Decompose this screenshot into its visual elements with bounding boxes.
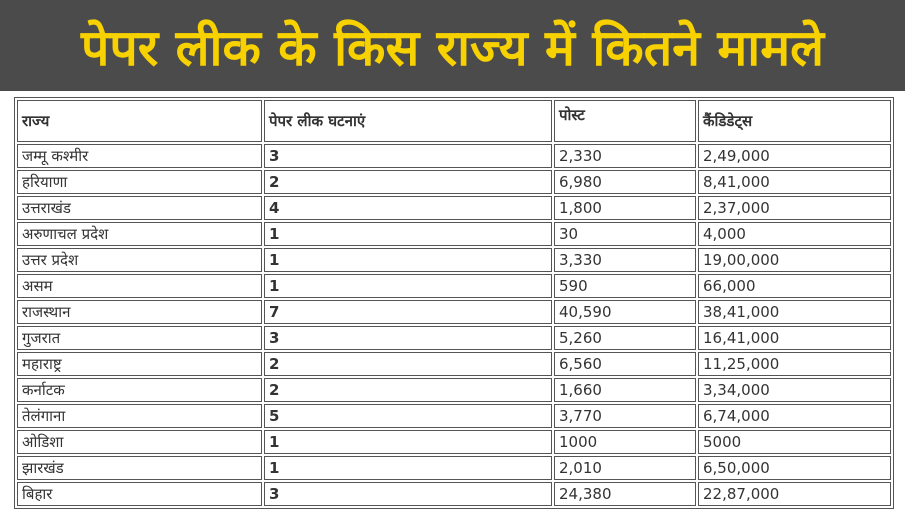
table-row bbox=[17, 326, 891, 350]
cell-incidents: 1 bbox=[264, 456, 552, 480]
cell-posts: 3,770 bbox=[554, 404, 696, 428]
cell-posts: 1,660 bbox=[554, 378, 696, 402]
cell-posts: 1,800 bbox=[554, 196, 696, 220]
cell-candidates: 38,41,000 bbox=[698, 300, 891, 324]
table-row bbox=[17, 404, 891, 428]
cell-state: तेलंगाना bbox=[17, 404, 262, 428]
table-row bbox=[17, 352, 891, 376]
cell-candidates: 2,37,000 bbox=[698, 196, 891, 220]
cell-state: उत्तराखंड bbox=[17, 196, 262, 220]
cell-state: झारखंड bbox=[17, 456, 262, 480]
cell-state: ओडिशा bbox=[17, 430, 262, 454]
cell-candidates: 5000 bbox=[698, 430, 891, 454]
cell-state: कर्नाटक bbox=[17, 378, 262, 402]
header-candidates: कैंडिडेट्स bbox=[698, 100, 891, 142]
cell-incidents: 7 bbox=[264, 300, 552, 324]
cell-incidents: 3 bbox=[264, 482, 552, 506]
cell-incidents: 1 bbox=[264, 222, 552, 246]
cell-state: राजस्थान bbox=[17, 300, 262, 324]
header-incidents: पेपर लीक घटनाएं bbox=[264, 100, 552, 142]
cell-candidates: 6,50,000 bbox=[698, 456, 891, 480]
title-banner bbox=[0, 0, 905, 91]
header-posts: पोस्ट bbox=[554, 100, 696, 142]
cell-posts: 590 bbox=[554, 274, 696, 298]
cell-candidates: 4,000 bbox=[698, 222, 891, 246]
cell-candidates: 6,74,000 bbox=[698, 404, 891, 428]
cell-candidates: 22,87,000 bbox=[698, 482, 891, 506]
cell-posts: 40,590 bbox=[554, 300, 696, 324]
cell-incidents: 1 bbox=[264, 430, 552, 454]
cell-incidents: 2 bbox=[264, 378, 552, 402]
table-row bbox=[17, 222, 891, 246]
table-row bbox=[17, 430, 891, 454]
cell-incidents: 1 bbox=[264, 274, 552, 298]
cell-candidates: 66,000 bbox=[698, 274, 891, 298]
cell-candidates: 16,41,000 bbox=[698, 326, 891, 350]
cell-incidents: 3 bbox=[264, 144, 552, 168]
table-row bbox=[17, 248, 891, 272]
paper-leak-table bbox=[14, 97, 894, 509]
cell-incidents: 3 bbox=[264, 326, 552, 350]
cell-incidents: 1 bbox=[264, 248, 552, 272]
cell-candidates: 2,49,000 bbox=[698, 144, 891, 168]
cell-posts: 30 bbox=[554, 222, 696, 246]
cell-posts: 3,330 bbox=[554, 248, 696, 272]
cell-candidates: 3,34,000 bbox=[698, 378, 891, 402]
table-row bbox=[17, 300, 891, 324]
header-row bbox=[17, 100, 891, 142]
cell-posts: 1000 bbox=[554, 430, 696, 454]
cell-incidents: 4 bbox=[264, 196, 552, 220]
page-title: पेपर लीक के किस राज्य में कितने मामले bbox=[80, 18, 825, 77]
table-row bbox=[17, 274, 891, 298]
cell-state: बिहार bbox=[17, 482, 262, 506]
data-table-container bbox=[14, 97, 894, 509]
header-state: राज्य bbox=[17, 100, 262, 142]
cell-incidents: 5 bbox=[264, 404, 552, 428]
cell-posts: 5,260 bbox=[554, 326, 696, 350]
cell-state: गुजरात bbox=[17, 326, 262, 350]
cell-state: अरुणाचल प्रदेश bbox=[17, 222, 262, 246]
cell-state: असम bbox=[17, 274, 262, 298]
cell-posts: 2,330 bbox=[554, 144, 696, 168]
cell-state: महाराष्ट्र bbox=[17, 352, 262, 376]
cell-posts: 6,560 bbox=[554, 352, 696, 376]
cell-incidents: 2 bbox=[264, 352, 552, 376]
cell-posts: 24,380 bbox=[554, 482, 696, 506]
table-row bbox=[17, 378, 891, 402]
cell-state: उत्तर प्रदेश bbox=[17, 248, 262, 272]
table-row bbox=[17, 144, 891, 168]
cell-candidates: 11,25,000 bbox=[698, 352, 891, 376]
table-row bbox=[17, 456, 891, 480]
cell-incidents: 2 bbox=[264, 170, 552, 194]
cell-posts: 2,010 bbox=[554, 456, 696, 480]
table-row bbox=[17, 196, 891, 220]
cell-candidates: 8,41,000 bbox=[698, 170, 891, 194]
table-row bbox=[17, 482, 891, 506]
cell-candidates: 19,00,000 bbox=[698, 248, 891, 272]
table-row bbox=[17, 170, 891, 194]
cell-posts: 6,980 bbox=[554, 170, 696, 194]
cell-state: हरियाणा bbox=[17, 170, 262, 194]
cell-state: जम्मू कश्मीर bbox=[17, 144, 262, 168]
